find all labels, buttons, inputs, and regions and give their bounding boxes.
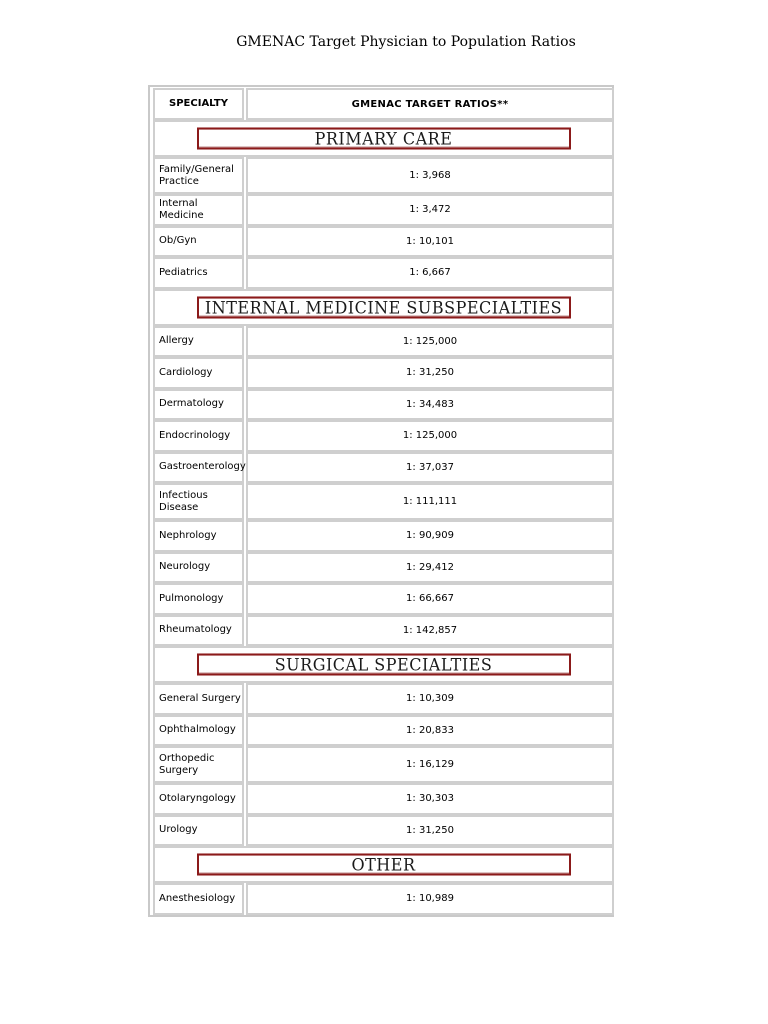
specialty-cell: General Surgery — [153, 683, 244, 715]
specialty-cell: Internal Medicine — [153, 194, 244, 226]
ratio-cell: 1: 30,303 — [246, 783, 614, 815]
section-row — [153, 646, 614, 683]
specialty-cell: Dermatology — [153, 389, 244, 421]
specialty-column-header: SPECIALTY — [153, 88, 244, 120]
specialty-cell: Neurology — [153, 552, 244, 584]
ratio-cell: 1: 125,000 — [246, 326, 614, 358]
section-banner: OTHER — [197, 853, 571, 875]
ratio-cell: 1: 20,833 — [246, 715, 614, 747]
table-header-row — [153, 88, 614, 120]
table-row — [153, 357, 614, 389]
table-row — [153, 746, 614, 783]
ratio-cell: 1: 31,250 — [246, 815, 614, 847]
ratios-table — [148, 85, 614, 917]
section-row — [153, 289, 614, 326]
table-row — [153, 615, 614, 647]
section-cell — [153, 846, 614, 883]
ratio-cell: 1: 34,483 — [246, 389, 614, 421]
table-row — [153, 194, 614, 226]
section-banner: PRIMARY CARE — [197, 127, 571, 149]
specialty-cell: Endocrinology — [153, 420, 244, 452]
ratio-cell: 1: 29,412 — [246, 552, 614, 584]
ratio-cell: 1: 125,000 — [246, 420, 614, 452]
section-banner: SURGICAL SPECIALTIES — [197, 653, 571, 675]
table-row — [153, 583, 614, 615]
specialty-cell: Pulmonology — [153, 583, 244, 615]
section-cell — [153, 646, 614, 683]
specialty-cell: Allergy — [153, 326, 244, 358]
section-row — [153, 846, 614, 883]
section-cell — [153, 289, 614, 326]
table-row — [153, 683, 614, 715]
table-row — [153, 815, 614, 847]
specialty-cell: Cardiology — [153, 357, 244, 389]
table-row — [153, 552, 614, 584]
specialty-cell: Otolaryngology — [153, 783, 244, 815]
ratio-cell: 1: 10,309 — [246, 683, 614, 715]
table-row — [153, 483, 614, 520]
specialty-cell: Rheumatology — [153, 615, 244, 647]
specialty-cell: Infectious Disease — [153, 483, 244, 520]
ratio-cell: 1: 31,250 — [246, 357, 614, 389]
specialty-cell: Family/General Practice — [153, 157, 244, 194]
specialty-cell: Anesthesiology — [153, 883, 244, 915]
page-title: GMENAC Target Physician to Population Ratios — [236, 34, 576, 50]
ratio-cell: 1: 142,857 — [246, 615, 614, 647]
ratio-cell: 1: 90,909 — [246, 520, 614, 552]
ratio-cell: 1: 6,667 — [246, 257, 614, 289]
table-row — [153, 452, 614, 484]
table-row — [153, 420, 614, 452]
table-row — [153, 389, 614, 421]
table-row — [153, 257, 614, 289]
section-cell — [153, 120, 614, 157]
ratio-cell: 1: 66,667 — [246, 583, 614, 615]
specialty-cell: Urology — [153, 815, 244, 847]
specialty-cell: Ophthalmology — [153, 715, 244, 747]
ratio-cell: 1: 3,968 — [246, 157, 614, 194]
ratios-column-header: GMENAC TARGET RATIOS** — [246, 88, 614, 120]
table-row — [153, 883, 614, 915]
section-banner: INTERNAL MEDICINE SUBSPECIALTIES — [197, 296, 571, 318]
specialty-cell: Ob/Gyn — [153, 226, 244, 258]
ratio-cell: 1: 3,472 — [246, 194, 614, 226]
ratio-cell: 1: 10,101 — [246, 226, 614, 258]
ratio-cell: 1: 10,989 — [246, 883, 614, 915]
specialty-cell: Pediatrics — [153, 257, 244, 289]
section-row — [153, 120, 614, 157]
table-row — [153, 157, 614, 194]
specialty-cell: Gastroenterology — [153, 452, 244, 484]
specialty-cell: Nephrology — [153, 520, 244, 552]
table-row — [153, 520, 614, 552]
table-row — [153, 783, 614, 815]
ratio-cell: 1: 16,129 — [246, 746, 614, 783]
table-row — [153, 326, 614, 358]
table-row — [153, 715, 614, 747]
specialty-cell: Orthopedic Surgery — [153, 746, 244, 783]
table-row — [153, 226, 614, 258]
ratio-cell: 1: 37,037 — [246, 452, 614, 484]
ratio-cell: 1: 111,111 — [246, 483, 614, 520]
